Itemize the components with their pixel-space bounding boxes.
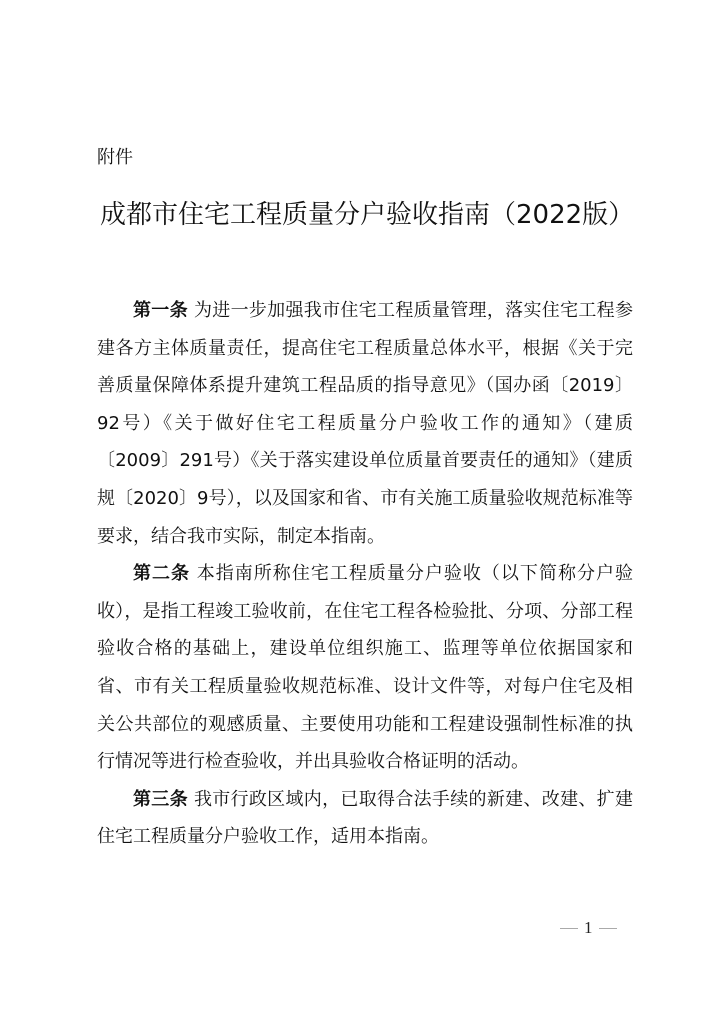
- article-1: [97, 292, 633, 555]
- page-footer: [560, 918, 617, 938]
- article-3: [97, 781, 633, 856]
- page-number: 1: [584, 918, 593, 937]
- article-2: [97, 555, 633, 781]
- document-title: 成都市住宅工程质量分户验收指南（2022版）: [100, 200, 635, 230]
- article-heading: 第三条: [133, 788, 188, 810]
- attachment-label: 附件: [97, 147, 133, 168]
- article-text: 本指南所称住宅工程质量分户验收（以下简称分户验收），是指工程竣工验收前，在住宅工程各检验批、分项、分部工程验收合格的基础上，建设单位组织施工、监理等单位依据国家和省、市有关工程质量验收规范标准、设计文件等，对每户住宅及相关公共部位的观感质量、主要使用功能和工程建设强制性标准的执行情况等进行检查验收，并出具验收合格证明的活动。: [97, 563, 633, 773]
- article-heading: 第一条: [133, 300, 188, 321]
- article-heading: 第二条: [133, 563, 191, 585]
- article-text: 为进一步加强我市住宅工程质量管理，落实住宅工程参建各方主体质量责任，提高住宅工程质量总体水平，根据《关于完善质量保障体系提升建筑工程品质的指导意见》（国办函〔2019〕92号）《关于做好住宅工程质量分户验收工作的通知》（建质〔2009〕291号）《关于落实建设单位质量首要责任的通知》（建质规〔2020〕9号），以及国家和省、市有关施工质量验收规范标准等要求，结合我市实际，制定本指南。: [97, 300, 633, 547]
- dash-right: [599, 928, 617, 929]
- article-text: 我市行政区域内，已取得合法手续的新建、改建、扩建住宅工程质量分户验收工作，适用本指南。: [97, 788, 633, 848]
- dash-left: [560, 928, 578, 929]
- document-body: [97, 292, 633, 856]
